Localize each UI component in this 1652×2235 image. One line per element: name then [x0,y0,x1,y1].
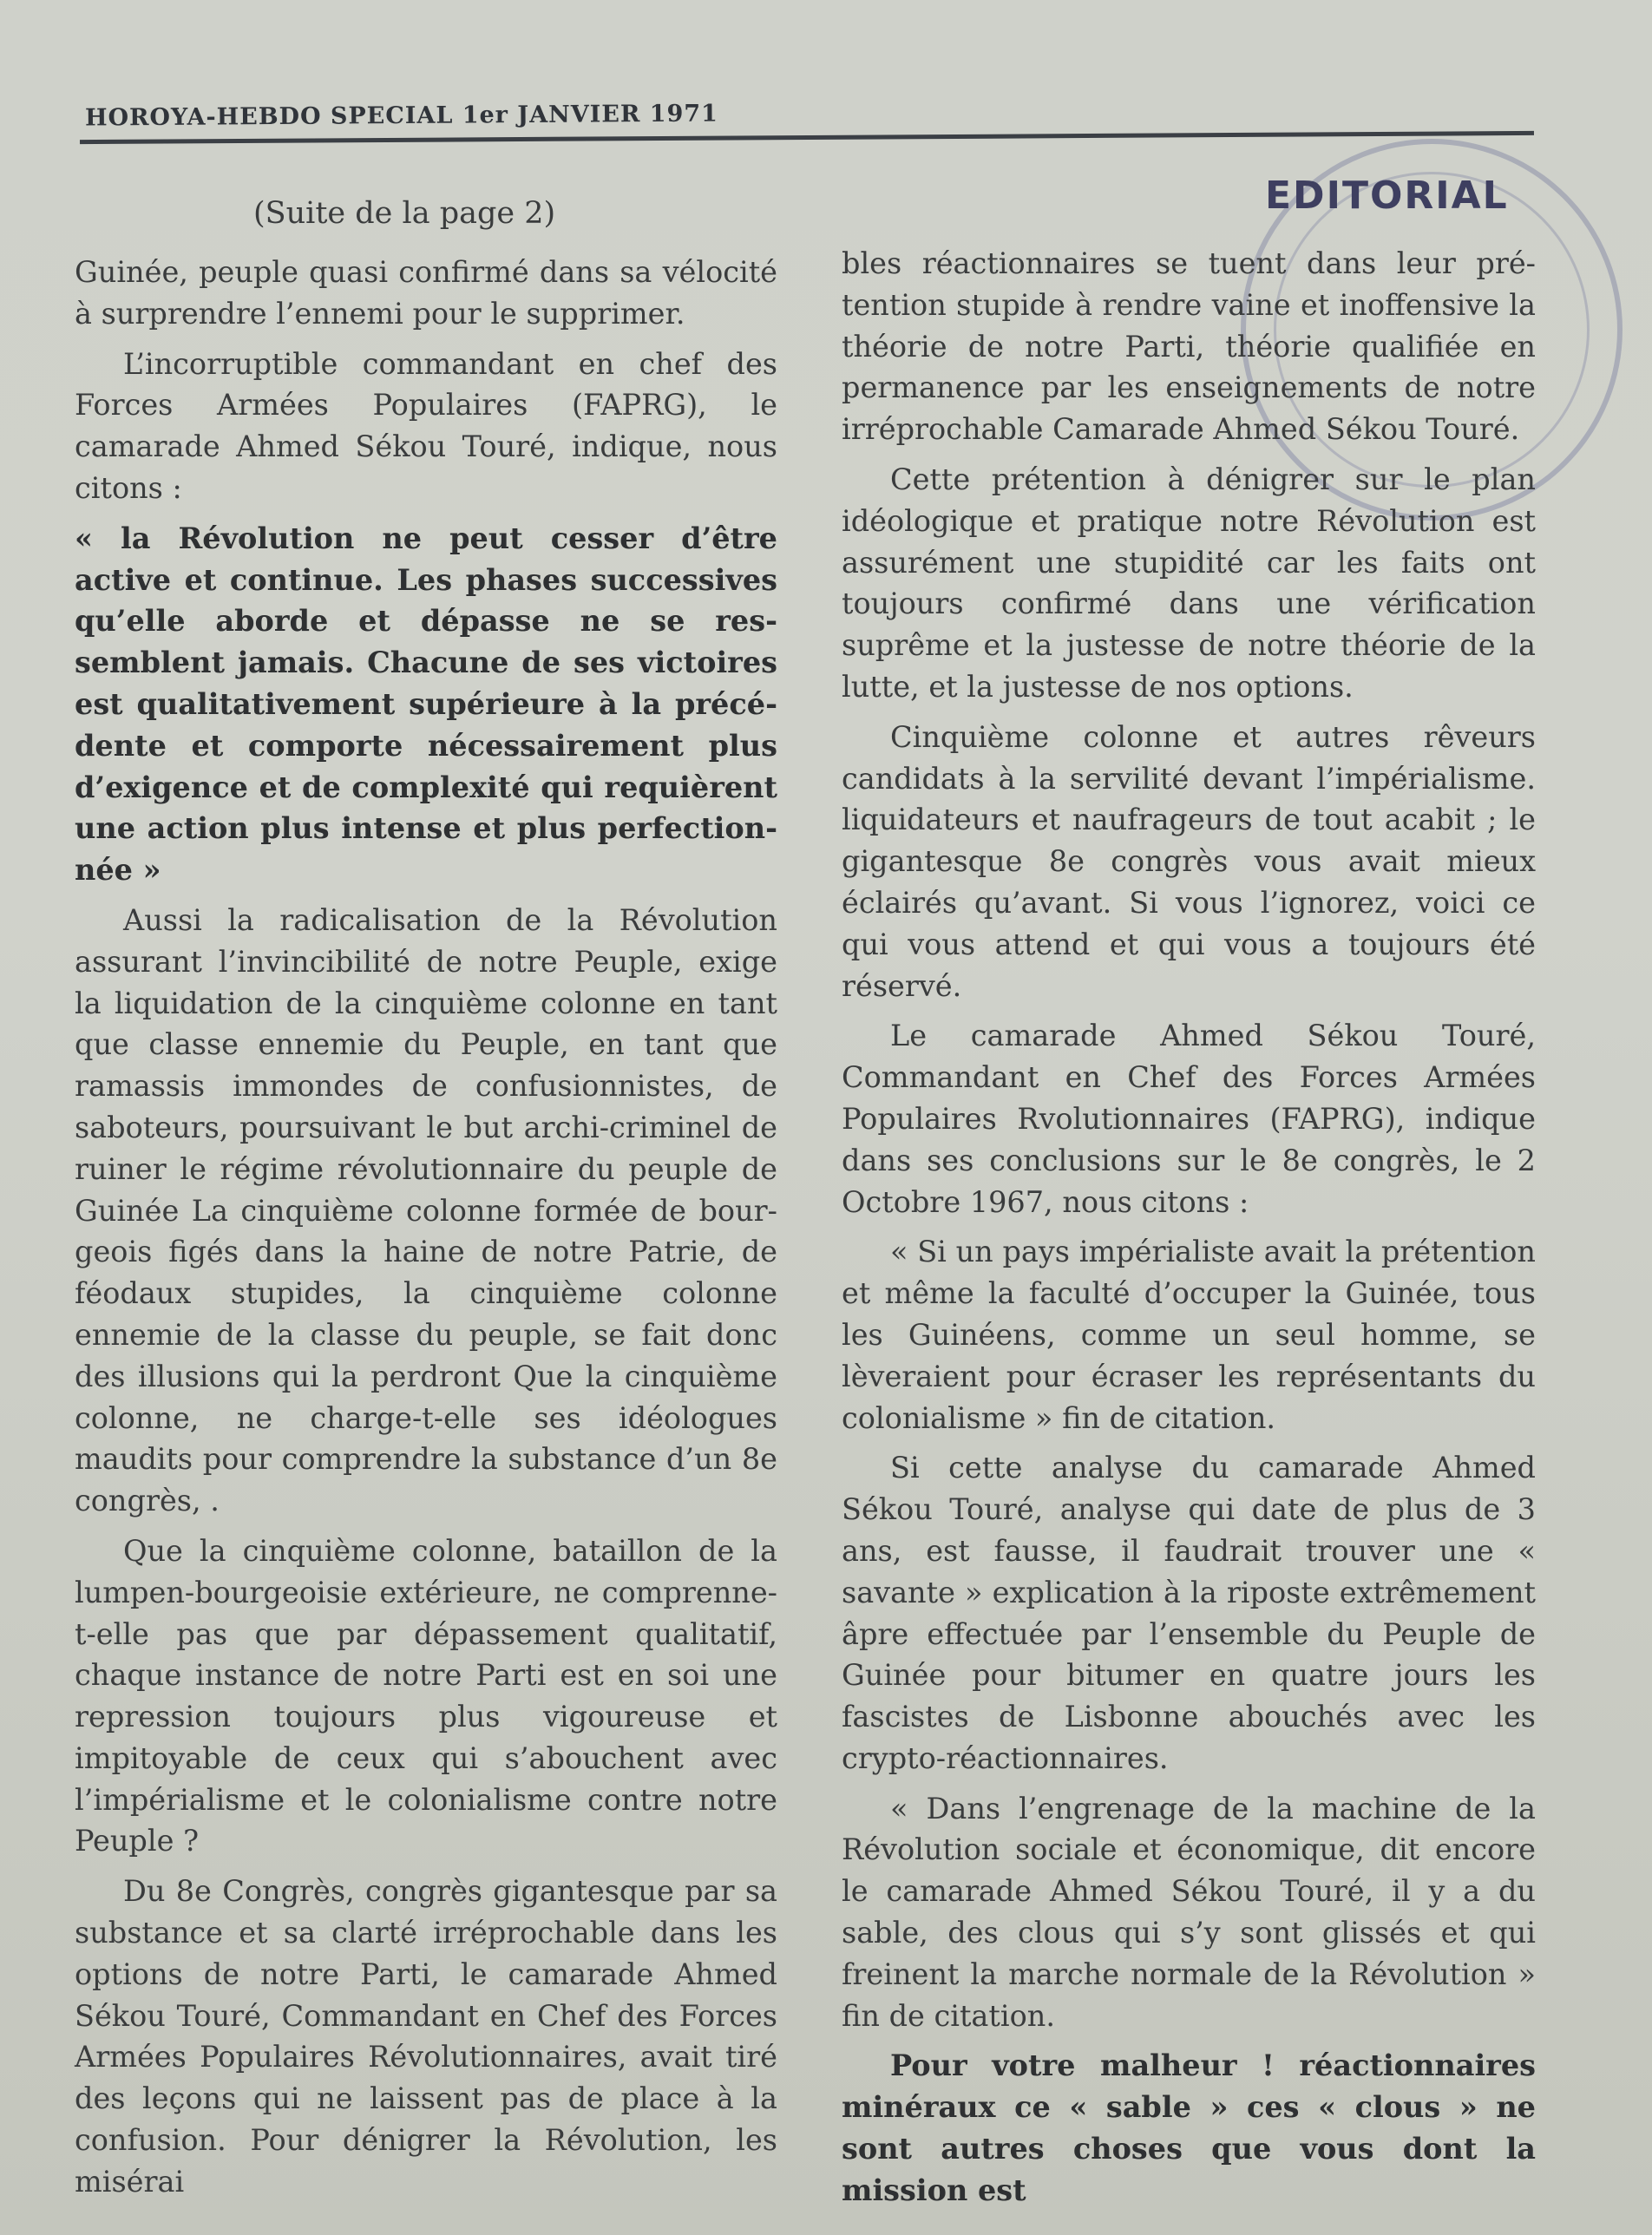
quote-paragraph: « la Révolution ne peut cesser d’être active et continue. Les phases successives qu’elle aborde et dépasse ne se ressemblent jamais. Chacune de ses victoires est qualitativement supérieure à la précédente et comporte nécessairement plus d’exigence et de complexité qui requièrent une action plus intense et plus perfectionnée » [75,521,777,888]
left-column [75,252,777,2212]
continued-note: (Suite de la page 2) [253,196,556,231]
paragraph: Aussi la radicalisation de la Révolution assurant l’invincibilité de notre Peuple, exige la liquidation de la cinquième colonne en tant que classe ennemie du Peuple, en tant que ramassis immondes de confusionnistes, de saboteurs, poursuivant le but archi-criminel de ruiner le régime révolutionnaire du peuple de Guinée La cinquième colonne formée de bourgeois figés dans la haine de notre Patrie, de féodaux stupides, la cinquième colonne ennemie de la classe du peuple, se fait donc des illusions qui la perdront Que la cinquième colonne, ne charge-t-elle ses idéologues maudits pour comprendre la substance d’un 8e congrès, . [75,902,777,1518]
paragraph: L’incorruptible commandant en chef des Forces Armées Populaires (FAPRG), le camarade Ahmed Sékou Touré, indique, nous citons : [75,346,777,505]
paragraph: bles réactionnaires se tuent dans leur prétention stupide à rendre vaine et inoffensive la théorie de notre Parti, théorie qualifiée en permanence par les enseignements de notre irréprochable Camarade Ahmed Sékou Touré. [842,246,1536,447]
paragraph: Guinée, peuple quasi confirmé dans sa vélocité à surprendre l’ennemi pour le supprimer. [75,255,777,331]
paragraph: Le camarade Ahmed Sékou Touré, Commandant en Chef des Forces Armées Populaires Rvolutionnaires (FAPRG), indique dans ses conclusions sur le 8e congrès, le 2 Octobre 1967, nous citons : [842,1019,1536,1219]
paragraph: Si cette analyse du camarade Ahmed Sékou Touré, analyse qui date de plus de 3 ans, est fausse, il faudrait trouver une « savante » explication à la riposte extrêmement âpre effectuée par l’ensemble du Peuple de Guinée pour bitumer en quatre jours les fascistes de Lisbonne abouchés avec les crypto-réactionnaires. [842,1451,1536,1775]
quote-paragraph: « Si un pays impérialiste avait la prétention et même la faculté d’occuper la Guinée, tous les Guinéens, comme un seul homme, se lèveraient pour écraser les représentants du colonialisme » fin de citation. [842,1235,1536,1435]
quote-paragraph: « Dans l’engrenage de la machine de la Révolution sociale et économique, dit encore le camarade Ahmed Sékou Touré, il y a du sable, des clous qui s’y sont glissés et qui freinent la marche normale de la Révolution » fin de citation. [842,1791,1536,2033]
section-label: EDITORIAL [1265,174,1509,218]
paragraph: Que la cinquième colonne, bataillon de la lumpen-bourgeoisie extérieure, ne comprenne-t-elle pas que par dépassement qualitatif, chaque instance de notre Parti est en soi une repression toujours plus vigoureuse et impitoyable de ceux qui s’abouchent avec l’impérialisme et le colonialisme contre notre Peuple ? [75,1533,777,1858]
paragraph: Cette prétention à dénigrer sur le plan idéologique et pratique notre Révolution est assurément une stupidité car les faits ont toujours confirmé dans une vérification suprême et la justesse de notre théorie de la lutte, et la justesse de nos options. [842,462,1536,704]
paragraph: Cinquième colonne et autres rêveurs candidats à la servilité devant l’impérialisme. liquidateurs et naufrageurs de tout acabit ; le gigantesque 8e congrès vous avait mieux éclairés qu’avant. Si vous l’ignorez, voici ce qui vous attend et qui vous a toujours été réservé. [842,719,1536,1003]
header-rule [80,131,1534,144]
running-head: HOROYA-HEBDO SPECIAL 1er JANVIER 1971 [84,100,719,132]
paragraph: Du 8e Congrès, congrès gigantesque par sa substance et sa clarté irréprochable dans les options de notre Parti, le camarade Ahmed Sékou Touré, Commandant en Chef des Forces Armées Populaires Révolutionnaires, avait tiré des leçons qui ne laissent pas de place à la confusion. Pour dénigrer la Révolution, les misérai [75,1874,777,2199]
paragraph: Pour votre malheur ! réactionnaires minéraux ce « sable » ces « clous » ne sont autres choses que vous dont la mission est [842,2048,1536,2207]
right-column [842,243,1536,2220]
